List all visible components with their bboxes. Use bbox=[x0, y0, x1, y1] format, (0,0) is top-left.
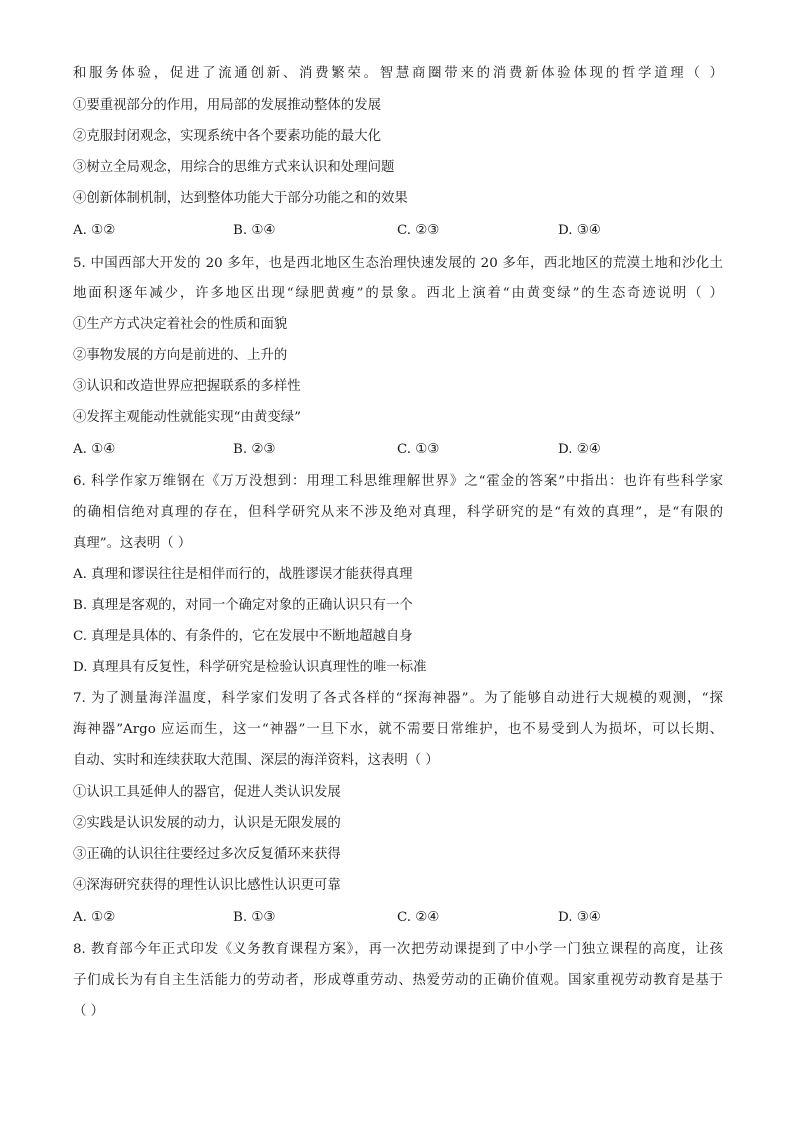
q7-option-c: C. ②④ bbox=[397, 910, 440, 925]
q5-stem-line-2: 地面积逐年减少，许多地区出现“绿肥黄瘦”的景象。西北上演着“由黄变绿”的生态奇迹说明（ ） bbox=[73, 286, 723, 301]
q6-choice-b: B. 真理是客观的，对同一个确定对象的正确认识只有一个 bbox=[73, 598, 413, 613]
q7-option-d: D. ③④ bbox=[558, 910, 601, 925]
q8-stem-line-1: 8. 教育部今年正式印发《义务教育课程方案》，再一次把劳动课提到了中小学一门独立课程的高度，让孩 bbox=[73, 942, 723, 957]
q5-item-3: ③认识和改造世界应把握联系的多样性 bbox=[73, 379, 301, 394]
q4-item-1: ①要重视部分的作用，用局部的发展推动整体的发展 bbox=[73, 98, 381, 113]
q7-item-1: ①认识工具延伸人的器官，促进人类认识发展 bbox=[73, 785, 341, 800]
q7-stem-line-1: 7. 为了测量海洋温度，科学家们发明了各式各样的“探海神器”。为了能够自动进行大规模的观测，“探 bbox=[73, 691, 723, 706]
q6-choice-d: D. 真理具有反复性，科学研究是检验认识真理性的唯一标准 bbox=[73, 660, 427, 675]
q6-choice-a: A. 真理和谬误往往是相伴而行的，战胜谬误才能获得真理 bbox=[73, 567, 413, 582]
q6-stem-line-2: 的确相信绝对真理的存在，但科学研究从来不涉及绝对真理，科学研究的是“有效的真理”，是“有限的 bbox=[73, 505, 723, 520]
q7-stem-line-2: 海神器”Argo 应运而生，这一“神器”一旦下水，就不需要日常维护，也不易受到人为损坏，可以长期、 bbox=[73, 722, 723, 737]
q5-item-2: ②事物发展的方向是前进的、上升的 bbox=[73, 348, 288, 363]
q4-item-4: ④创新体制机制，达到整体功能大于部分功能之和的效果 bbox=[73, 191, 408, 206]
q5-item-1: ①生产方式决定着社会的性质和面貌 bbox=[73, 317, 288, 332]
q4-item-3: ③树立全局观念，用综合的思维方式来认识和处理问题 bbox=[73, 160, 395, 175]
q7-item-2: ②实践是认识发展的动力，认识是无限发展的 bbox=[73, 816, 341, 831]
q6-stem-line-3: 真理”。这表明（ ） bbox=[73, 536, 192, 551]
q7-item-4: ④深海研究获得的理性认识比感性认识更可靠 bbox=[73, 878, 341, 893]
q7-item-3: ③正确的认识往往要经过多次反复循环来获得 bbox=[73, 847, 341, 862]
q5-stem-line-1: 5. 中国西部大开发的 20 多年，也是西北地区生态治理快速发展的 20 多年，西北地区的荒漠土地和沙化土 bbox=[73, 256, 723, 271]
q6-choice-c: C. 真理是具体的、有条件的，它在发展中不断地超越自身 bbox=[73, 629, 413, 644]
q4-option-a: A. ①② bbox=[73, 223, 116, 238]
q8-stem-line-3: （ ） bbox=[73, 1004, 105, 1019]
q7-option-a: A. ①② bbox=[73, 910, 116, 925]
q8-stem-line-2: 子们成长为有自主生活能力的劳动者，形成尊重劳动、热爱劳动的正确价值观。国家重视劳动教育是基于 bbox=[73, 973, 723, 988]
q4-stem-line-1: 和服务体验，促进了流通创新、消费繁荣。智慧商圈带来的消费新体验体现的哲学道理（ ） bbox=[73, 66, 723, 81]
q4-option-c: C. ②③ bbox=[397, 223, 440, 238]
q6-stem-line-1: 6. 科学作家万维钢在《万万没想到：用理工科思维理解世界》之“霍金的答案”中指出：也许有些科学家 bbox=[73, 474, 723, 489]
q5-option-c: C. ①③ bbox=[397, 442, 440, 457]
q7-stem-line-3: 自动、实时和连续获取大范围、深层的海洋资料，这表明（ ） bbox=[73, 753, 439, 768]
q4-item-2: ②克服封闭观念，实现系统中各个要素功能的最大化 bbox=[73, 129, 381, 144]
q5-option-b: B. ②③ bbox=[233, 442, 276, 457]
q5-option-a: A. ①④ bbox=[73, 442, 116, 457]
q4-option-d: D. ③④ bbox=[558, 223, 601, 238]
q7-option-b: B. ①③ bbox=[233, 910, 276, 925]
q5-option-d: D. ②④ bbox=[558, 442, 601, 457]
q5-item-4: ④发挥主观能动性就能实现“由黄变绿” bbox=[73, 410, 301, 425]
q4-option-b: B. ①④ bbox=[233, 223, 276, 238]
